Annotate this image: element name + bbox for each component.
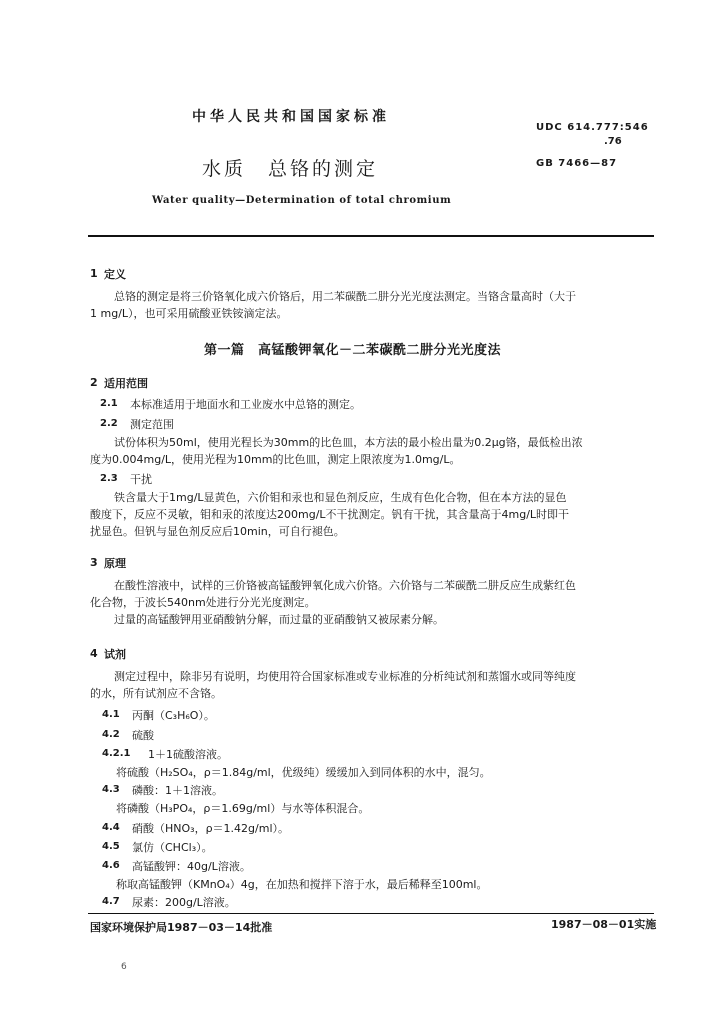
section-4-3-desc: 将磷酸（H₃PO₄，ρ＝1.69g/ml）与水等体积混合。 [116, 802, 370, 815]
section-2-3-title: 干扰 [130, 473, 152, 486]
section-4-2-1-number: 4.2.1 [102, 748, 131, 759]
section-3-text-cont: 化合物，于波长540nm处进行分光光度测定。 [90, 596, 316, 609]
section-2-1-number: 2.1 [100, 398, 118, 409]
section-4-4-number: 4.4 [102, 822, 120, 833]
section-4-6-desc: 称取高锰酸钾（KMnO₄）4g，在加热和搅拌下溶于水，最后稀释至100ml。 [116, 878, 488, 891]
section-2-number: 2 [90, 376, 98, 389]
title-english: Water quality—Determination of total chromium [152, 195, 452, 206]
section-4-1-number: 4.1 [102, 709, 120, 720]
section-2-2-title: 测定范围 [130, 418, 174, 431]
footer-rule [88, 913, 654, 914]
section-4-3-number: 4.3 [102, 784, 120, 795]
section-4-title: 试剂 [104, 648, 126, 661]
approval-date: 国家环境保护局1987－03－14批准 [90, 921, 273, 934]
udc-code-cont: .76 [604, 136, 622, 147]
title-chinese: 水质 总铬的测定 [202, 158, 379, 180]
section-1-text-cont: 1 mg/L），也可采用硫酸亚铁铵滴定法。 [90, 307, 288, 320]
section-2-3-text-cont2: 扰显色。但钒与显色剂反应后10min，可自行褪色。 [90, 525, 345, 538]
chapter-heading: 第一篇 高锰酸钾氧化－二苯碳酰二肼分光光度法 [204, 343, 502, 358]
section-4-2-text: 硫酸 [132, 729, 154, 742]
section-2-3-text: 铁含量大于1mg/L显黄色，六价钼和汞也和显色剂反应，生成有色化合物，但在本方法的显色 [114, 491, 567, 504]
section-4-6-number: 4.6 [102, 860, 120, 871]
section-4-text: 测定过程中，除非另有说明，均使用符合国家标准或专业标准的分析纯试剂和蒸馏水或同等纯度 [114, 670, 576, 683]
section-2-3-text-cont: 酸度下，反应不灵敏，钼和汞的浓度达200mg/L不干扰测定。钒有干扰，其含量高于4mg/L时即干 [90, 508, 570, 521]
section-1-title: 定义 [104, 268, 126, 281]
section-4-text-cont: 的水，所有试剂应不含铬。 [90, 687, 222, 700]
implementation-date: 1987－08－01实施 [551, 918, 657, 931]
section-3-text: 在酸性溶液中，试样的三价铬被高锰酸钾氧化成六价铬。六价铬与二苯碳酰二肼反应生成紫红色 [114, 579, 576, 592]
gb-number: GB 7466—87 [536, 158, 618, 169]
section-3-title: 原理 [104, 557, 126, 570]
section-4-2-1-text: 1＋1硫酸溶液。 [148, 748, 228, 761]
section-1-number: 1 [90, 267, 98, 280]
section-1-text: 总铬的测定是将三价铬氧化成六价铬后，用二苯碳酰二肼分光光度法测定。当铬含量高时（大于 [114, 290, 576, 303]
section-4-number: 4 [90, 647, 98, 660]
page-number: 6 [121, 962, 127, 972]
section-2-2-number: 2.2 [100, 418, 118, 429]
section-4-7-number: 4.7 [102, 896, 120, 907]
section-4-7-text: 尿素：200g/L溶液。 [132, 896, 236, 909]
issuing-authority: 中华人民共和国国家标准 [192, 109, 390, 125]
section-2-2-text-cont: 度为0.004mg/L，使用光程为10mm的比色皿，测定上限浓度为1.0mg/L。 [90, 453, 461, 466]
udc-code: UDC 614.777:546 [536, 122, 649, 133]
section-4-1-text: 丙酮（C₃H₆O）。 [132, 709, 215, 722]
section-4-5-text: 氯仿（CHCl₃）。 [132, 841, 213, 854]
section-3-text-2: 过量的高锰酸钾用亚硝酸钠分解，而过量的亚硝酸钠又被尿素分解。 [114, 613, 444, 626]
section-2-1-text: 本标准适用于地面水和工业废水中总铬的测定。 [130, 398, 361, 411]
header-rule [88, 235, 654, 237]
section-3-number: 3 [90, 556, 98, 569]
section-2-2-text: 试份体积为50ml，使用光程长为30mm的比色皿，本方法的最小检出量为0.2μg铬，最低检出浓 [114, 436, 583, 449]
section-4-2-number: 4.2 [102, 729, 120, 740]
section-4-3-text: 磷酸：1＋1溶液。 [132, 784, 223, 797]
section-2-title: 适用范围 [104, 377, 148, 390]
section-4-2-1-desc: 将硫酸（H₂SO₄，ρ＝1.84g/ml，优级纯）缓缓加入到同体积的水中，混匀。 [116, 766, 491, 779]
section-2-3-number: 2.3 [100, 473, 118, 484]
section-4-5-number: 4.5 [102, 841, 120, 852]
section-4-4-text: 硝酸（HNO₃，ρ＝1.42g/ml）。 [132, 822, 290, 835]
section-4-6-text: 高锰酸钾：40g/L溶液。 [132, 860, 251, 873]
